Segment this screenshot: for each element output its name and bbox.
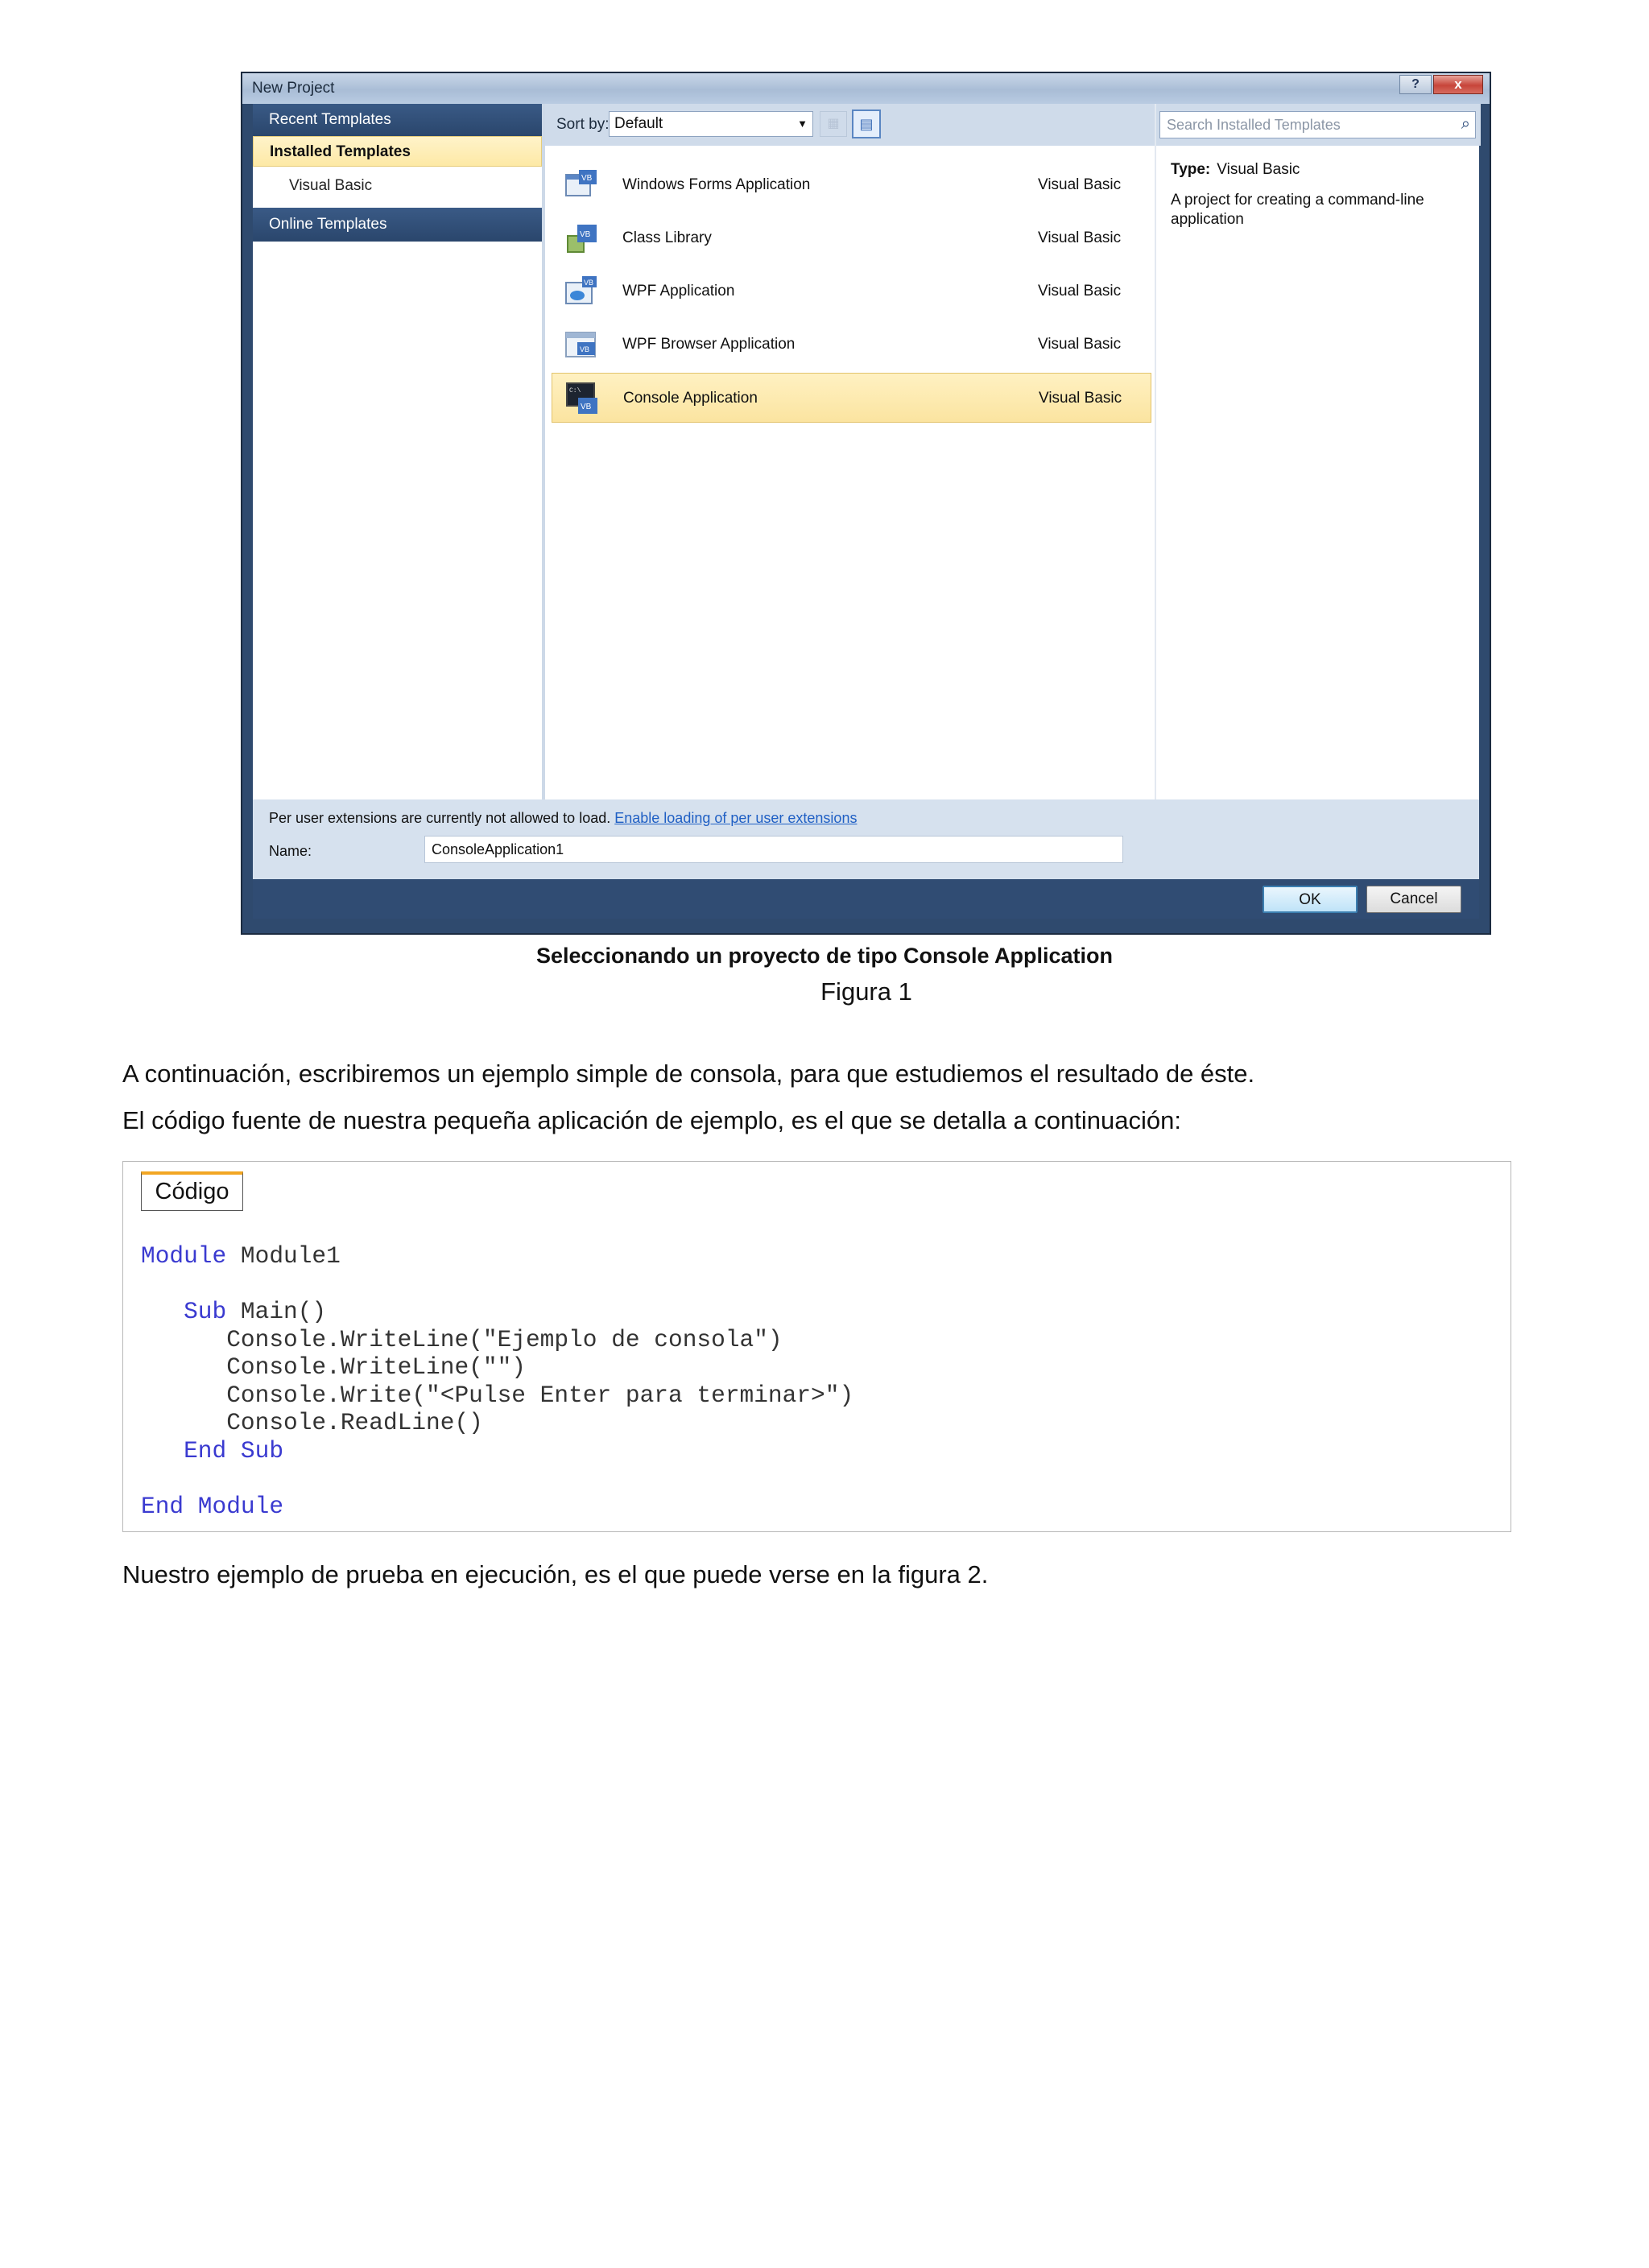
- class-library-icon: [564, 221, 598, 255]
- window-controls: [1399, 75, 1483, 94]
- extensions-notice: [269, 810, 857, 827]
- name-label: Name:: [269, 843, 312, 859]
- close-button[interactable]: x: [1433, 75, 1483, 94]
- dialog-body: [253, 104, 1479, 919]
- figure-number: Figura 1: [820, 977, 912, 1006]
- code-tab: Código: [141, 1171, 243, 1211]
- template-type: [1171, 161, 1300, 179]
- template-language: Visual Basic: [1038, 176, 1122, 193]
- template-name: Console Application: [623, 390, 758, 407]
- wpf-browser-icon: [564, 328, 598, 361]
- installed-templates-item[interactable]: Installed Templates: [253, 136, 542, 167]
- help-button[interactable]: ?: [1399, 75, 1432, 94]
- search-input[interactable]: [1159, 111, 1476, 138]
- dialog-title: New Project: [252, 80, 335, 97]
- code-keyword: Module: [141, 1242, 227, 1270]
- code-text: Module1: [226, 1242, 341, 1270]
- search-placeholder: Search Installed Templates: [1167, 117, 1341, 133]
- template-item-selected[interactable]: [552, 373, 1151, 423]
- type-value: Visual Basic: [1217, 161, 1300, 178]
- template-name: WPF Application: [622, 283, 735, 300]
- code-keyword: End Sub: [184, 1436, 284, 1464]
- project-name-input[interactable]: ConsoleApplication1: [424, 836, 1123, 863]
- sort-by-select[interactable]: [609, 111, 813, 137]
- svg-text:C:\: C:\: [569, 387, 581, 395]
- small-icons-view-button[interactable]: ▤: [852, 109, 881, 138]
- template-name: Class Library: [622, 229, 712, 246]
- template-item[interactable]: [552, 320, 1151, 370]
- code-block: [122, 1161, 1511, 1532]
- code-line: Console.ReadLine(): [226, 1409, 483, 1436]
- code-listing: [141, 1242, 853, 1520]
- code-line: Console.Write("<Pulse Enter para terminar>"): [226, 1381, 854, 1409]
- ok-button[interactable]: OK: [1263, 886, 1358, 913]
- template-name: Windows Forms Application: [622, 176, 811, 193]
- type-label: Type:: [1171, 161, 1211, 178]
- search-icon[interactable]: ⌕: [1461, 115, 1470, 133]
- wpf-application-icon: [564, 275, 598, 308]
- template-item[interactable]: [552, 160, 1151, 210]
- cancel-button[interactable]: Cancel: [1366, 886, 1461, 913]
- medium-icons-view-button[interactable]: ▦: [820, 111, 847, 137]
- dialog-footer: [253, 799, 1479, 919]
- template-language: Visual Basic: [1038, 336, 1122, 353]
- console-application-icon: [565, 382, 599, 415]
- svg-text:VB: VB: [580, 345, 590, 353]
- sort-by-value: Default: [614, 115, 663, 132]
- figure-caption: Seleccionando un proyecto de tipo Console Application: [535, 944, 1114, 968]
- extensions-text: Per user extensions are currently not allowed to load.: [269, 810, 611, 826]
- template-name: WPF Browser Application: [622, 336, 796, 353]
- svg-text:VB: VB: [584, 279, 594, 287]
- enable-extensions-link[interactable]: Enable loading of per user extensions: [614, 810, 858, 826]
- template-item[interactable]: [552, 266, 1151, 316]
- dialog-titlebar: [242, 73, 1490, 104]
- code-text: Main(): [226, 1298, 327, 1325]
- search-bar: [1156, 104, 1481, 146]
- template-categories: [253, 104, 545, 799]
- new-project-dialog: [241, 72, 1491, 935]
- recent-templates-item[interactable]: Recent Templates: [253, 104, 542, 136]
- paragraph-figure-ref: Nuestro ejemplo de prueba en ejecución, es el que puede verse en la figura 2.: [122, 1560, 989, 1588]
- svg-text:VB: VB: [581, 403, 592, 411]
- template-item[interactable]: [552, 213, 1151, 263]
- code-keyword: Sub: [184, 1298, 227, 1325]
- windows-forms-icon: [564, 168, 598, 202]
- template-list-pane: [545, 104, 1155, 799]
- template-details-pane: [1155, 104, 1479, 799]
- svg-text:VB: VB: [580, 230, 591, 239]
- paragraph-code-intro: El código fuente de nuestra pequeña aplicación de ejemplo, es el que se detalla a continuación:: [122, 1106, 1181, 1134]
- template-language: Visual Basic: [1038, 283, 1122, 300]
- visual-basic-category[interactable]: Visual Basic: [289, 177, 373, 194]
- template-description: A project for creating a command-line application: [1171, 192, 1424, 228]
- code-line: Console.WriteLine("Ejemplo de consola"): [226, 1325, 783, 1353]
- sort-toolbar: [545, 104, 1155, 146]
- sort-by-label: Sort by:: [556, 116, 610, 133]
- chevron-down-icon: ▼: [797, 118, 808, 130]
- template-language: Visual Basic: [1038, 229, 1122, 246]
- paragraph-intro: A continuación, escribiremos un ejemplo simple de consola, para que estudiemos el resultado de éste.: [122, 1060, 1255, 1088]
- template-language: Visual Basic: [1039, 390, 1122, 407]
- online-templates-item[interactable]: Online Templates: [253, 208, 542, 242]
- button-bar: [253, 879, 1479, 919]
- svg-text:VB: VB: [581, 174, 593, 183]
- code-line: Console.WriteLine(""): [226, 1353, 526, 1381]
- code-keyword: End Module: [141, 1492, 284, 1520]
